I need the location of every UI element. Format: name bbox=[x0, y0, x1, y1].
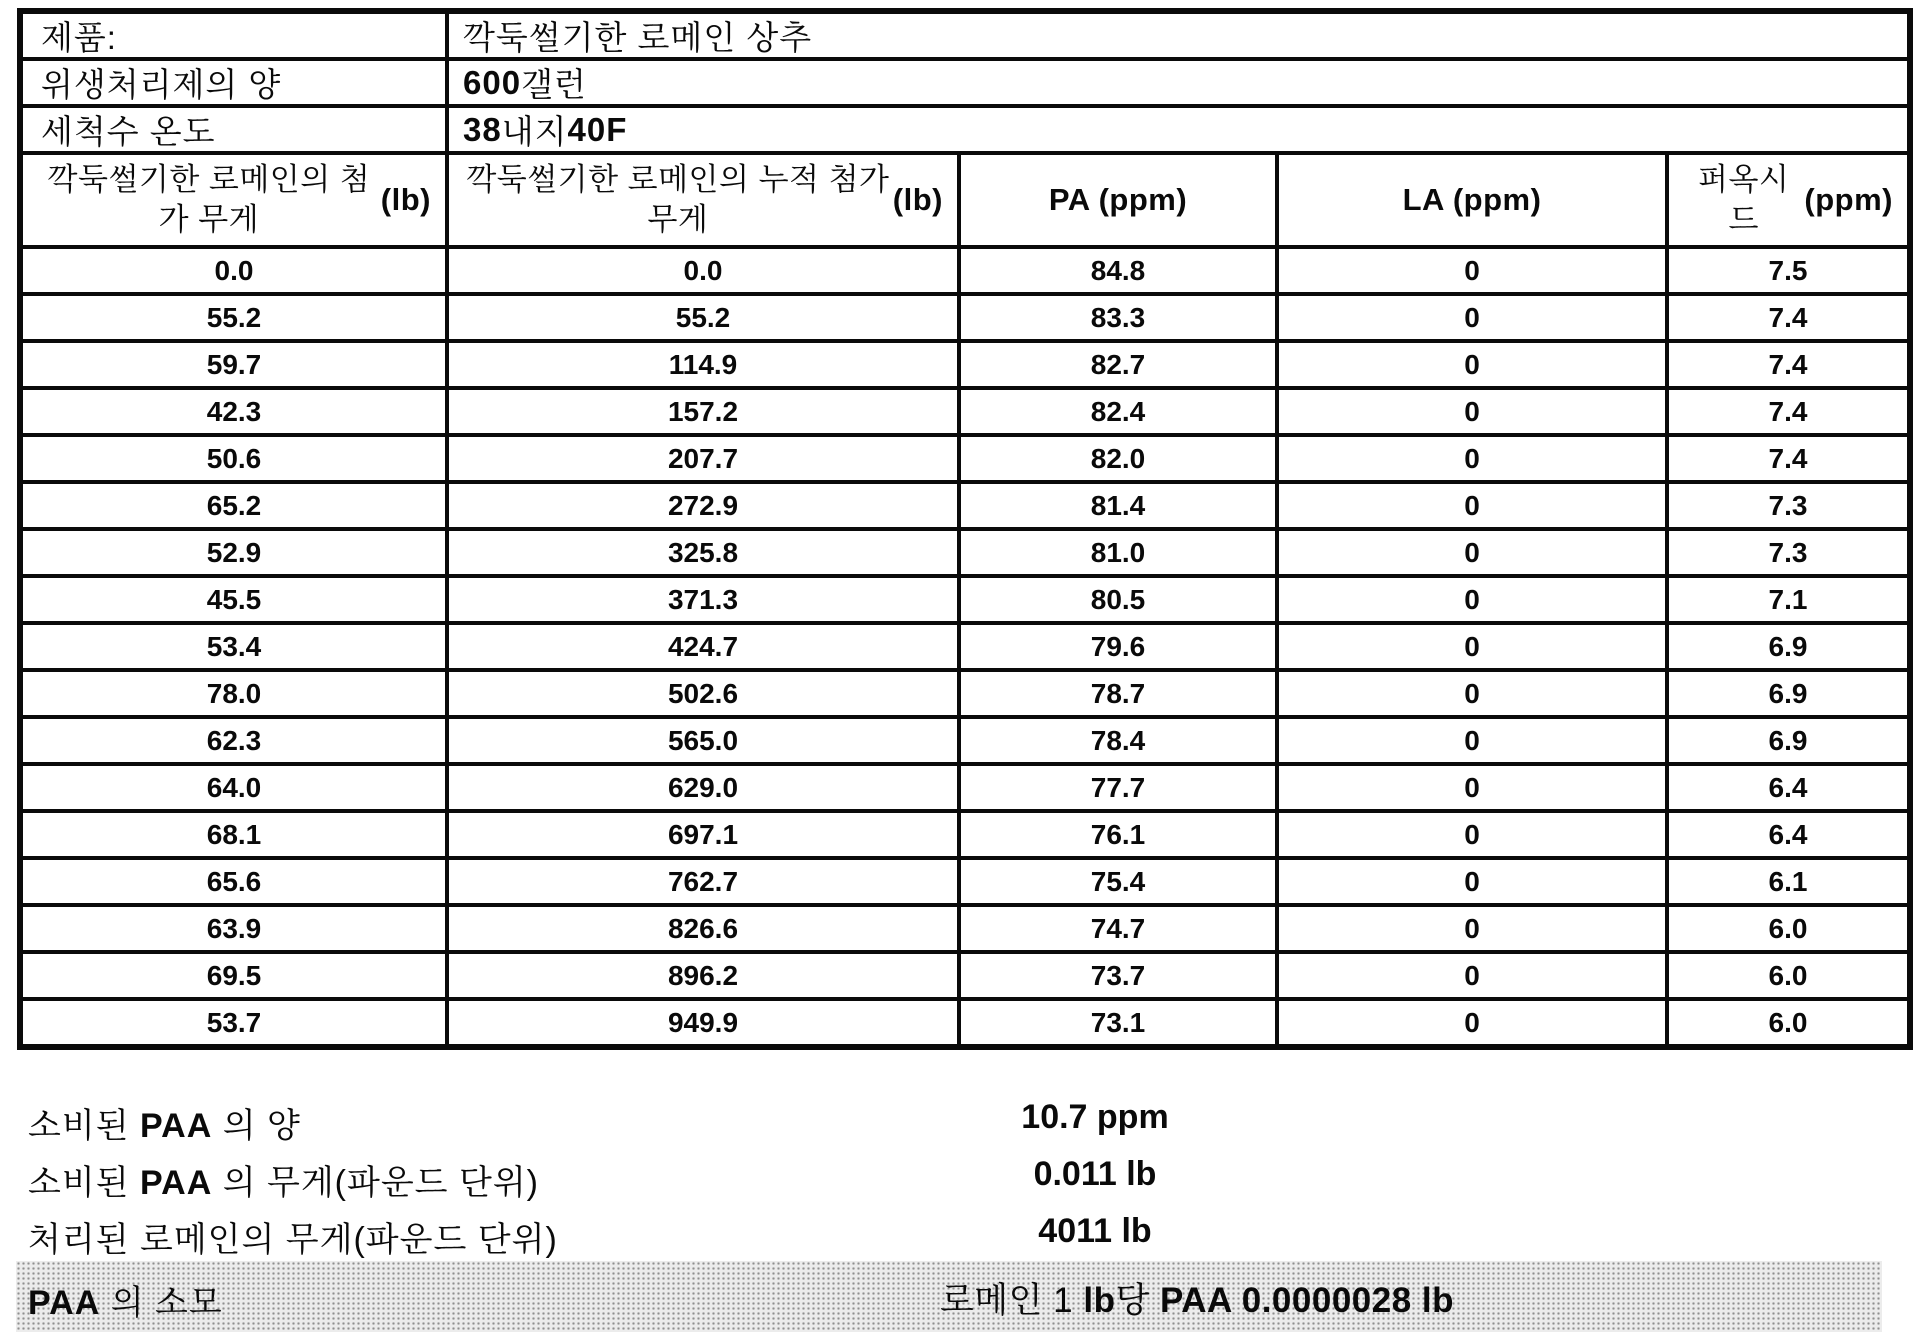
column-header-la-ppm bbox=[1279, 155, 1669, 245]
table-cell: 629.0 bbox=[449, 766, 961, 809]
table-cell: 83.3 bbox=[961, 296, 1279, 339]
table-cell: 949.9 bbox=[449, 1001, 961, 1044]
table-cell: 0 bbox=[1279, 907, 1669, 950]
table-cell: 76.1 bbox=[961, 813, 1279, 856]
table-row bbox=[23, 907, 1907, 954]
table-cell: 6.0 bbox=[1768, 1006, 1808, 1038]
table-cell: 63.9 bbox=[23, 907, 449, 950]
text-segment: 퍼옥시드 bbox=[1698, 161, 1790, 237]
summary-label bbox=[28, 1275, 223, 1324]
summary-label bbox=[28, 1212, 558, 1261]
text-segment: 소비된 bbox=[28, 1107, 140, 1145]
table-row bbox=[23, 1001, 1907, 1044]
table-cell: 7.4 bbox=[1768, 395, 1808, 427]
table-cell: 6.9 bbox=[1768, 630, 1808, 662]
table-cell: 272.9 bbox=[449, 484, 961, 527]
table-cell: 0 bbox=[1279, 484, 1669, 527]
table-row bbox=[23, 390, 1907, 437]
table-cell: 0 bbox=[1279, 390, 1669, 433]
table-cell: 0 bbox=[1279, 343, 1669, 386]
table-cell: 78.7 bbox=[961, 672, 1279, 715]
table-row bbox=[23, 296, 1907, 343]
table-cell: 0 bbox=[1279, 860, 1669, 903]
info-value bbox=[449, 61, 1907, 104]
table-cell: 0 bbox=[1279, 813, 1669, 856]
summary-value: 0.011 lb bbox=[1033, 1155, 1157, 1193]
table-cell: 0 bbox=[1279, 625, 1669, 668]
column-header-pa-ppm bbox=[961, 155, 1279, 245]
table-cell: 79.6 bbox=[961, 625, 1279, 668]
table-cell: 42.3 bbox=[23, 390, 449, 433]
table-cell: 55.2 bbox=[449, 296, 961, 339]
table-cell: 424.7 bbox=[449, 625, 961, 668]
text-segment: PA (ppm) bbox=[1048, 181, 1188, 217]
table-cell: 6.0 bbox=[1768, 959, 1808, 991]
text-segment: PAA bbox=[28, 1284, 101, 1322]
table-cell: 52.9 bbox=[23, 531, 449, 574]
text-segment: 의 무게(파운드 단위) bbox=[212, 1164, 539, 1202]
table-row bbox=[23, 343, 1907, 390]
table-row bbox=[23, 766, 1907, 813]
table-cell: 0 bbox=[1279, 437, 1669, 480]
table-row bbox=[23, 249, 1907, 296]
text-segment: 깍둑썰기한 로메인의 누적 첨가 무게 bbox=[466, 161, 890, 237]
table-cell: 7.3 bbox=[1768, 489, 1808, 521]
table-cell: 75.4 bbox=[961, 860, 1279, 903]
table-cell: 896.2 bbox=[449, 954, 961, 997]
table-header-row bbox=[23, 155, 1907, 249]
table-cell: 80.5 bbox=[961, 578, 1279, 621]
table-cell: 0 bbox=[1279, 954, 1669, 997]
table-cell: 826.6 bbox=[449, 907, 961, 950]
text-segment: PAA 0.0000028 lb bbox=[1160, 1281, 1455, 1320]
table-cell: 73.1 bbox=[961, 1001, 1279, 1044]
table-cell: 74.7 bbox=[961, 907, 1279, 950]
info-row-product bbox=[23, 14, 1907, 61]
summary-row-paa-consumption-highlight bbox=[16, 1261, 1882, 1332]
text-segment: 깍둑썰기한 로메인의 첨가 무게 bbox=[47, 161, 371, 237]
text-segment: 38 bbox=[463, 110, 502, 148]
sanitizing-data-table bbox=[17, 8, 1913, 1050]
table-cell: 0.0 bbox=[23, 249, 449, 292]
table-cell: 81.4 bbox=[961, 484, 1279, 527]
summary-row-paa-consumed-ppm bbox=[0, 1098, 1932, 1146]
table-cell: 0 bbox=[1279, 531, 1669, 574]
summary-row-romaine-treated-lb bbox=[0, 1212, 1932, 1260]
table-cell: 502.6 bbox=[449, 672, 961, 715]
table-cell: 0 bbox=[1279, 766, 1669, 809]
table-cell: 78.4 bbox=[961, 719, 1279, 762]
info-label: 제품: bbox=[23, 14, 449, 57]
table-cell: 325.8 bbox=[449, 531, 961, 574]
text-segment: 갤런 bbox=[521, 66, 587, 103]
summary-value: 10.7 ppm bbox=[1021, 1098, 1169, 1136]
column-header-cumulative-weight bbox=[449, 155, 961, 245]
table-cell: 65.2 bbox=[23, 484, 449, 527]
table-cell: 565.0 bbox=[449, 719, 961, 762]
text-segment: 당 bbox=[1115, 1281, 1161, 1320]
table-cell: 7.4 bbox=[1768, 348, 1808, 380]
text-segment: 처리된 로메인의 무게(파운드 단위) bbox=[28, 1221, 558, 1259]
table-cell: 69.5 bbox=[23, 954, 449, 997]
table-row bbox=[23, 813, 1907, 860]
table-row bbox=[23, 578, 1907, 625]
table-cell: 82.4 bbox=[961, 390, 1279, 433]
table-cell: 77.7 bbox=[961, 766, 1279, 809]
table-cell: 697.1 bbox=[449, 813, 961, 856]
text-segment: 깍둑썰기한 로메인 상추 bbox=[463, 19, 813, 56]
text-segment: LA (ppm) bbox=[1402, 181, 1542, 217]
summary-label bbox=[28, 1155, 539, 1204]
info-row-wash-water-temp bbox=[23, 108, 1907, 155]
table-row bbox=[23, 531, 1907, 578]
table-cell: 45.5 bbox=[23, 578, 449, 621]
info-value bbox=[449, 14, 1907, 57]
table-cell: 6.0 bbox=[1768, 912, 1808, 944]
text-segment: 의 소모 bbox=[100, 1284, 223, 1322]
table-cell: 7.5 bbox=[1768, 254, 1808, 286]
table-cell: 50.6 bbox=[23, 437, 449, 480]
column-header-peroxide-ppm bbox=[1669, 155, 1907, 245]
table-cell: 0.0 bbox=[449, 249, 961, 292]
summary-label bbox=[28, 1098, 301, 1147]
table-cell: 157.2 bbox=[449, 390, 961, 433]
table-cell: 0 bbox=[1279, 578, 1669, 621]
table-cell: 6.9 bbox=[1768, 724, 1808, 756]
table-cell: 6.1 bbox=[1768, 865, 1808, 897]
info-value bbox=[449, 108, 1907, 151]
table-cell: 0 bbox=[1279, 1001, 1669, 1044]
table-cell: 0 bbox=[1279, 719, 1669, 762]
table-cell: 53.7 bbox=[23, 1001, 449, 1044]
info-label: 위생처리제의 양 bbox=[23, 61, 449, 104]
table-cell: 0 bbox=[1279, 296, 1669, 339]
table-cell: 62.3 bbox=[23, 719, 449, 762]
table-cell: 7.3 bbox=[1768, 536, 1808, 568]
table-cell: 78.0 bbox=[23, 672, 449, 715]
table-row bbox=[23, 437, 1907, 484]
info-row-sanitizer-amount bbox=[23, 61, 1907, 108]
summary-value bbox=[940, 1273, 1455, 1323]
text-segment: 내지 bbox=[501, 113, 568, 150]
table-cell: 0 bbox=[1279, 672, 1669, 715]
table-cell: 59.7 bbox=[23, 343, 449, 386]
table-cell: 73.7 bbox=[961, 954, 1279, 997]
table-row bbox=[23, 672, 1907, 719]
summary-row-paa-consumed-lb bbox=[0, 1155, 1932, 1203]
text-segment: (lb) bbox=[380, 181, 431, 217]
table-cell: 762.7 bbox=[449, 860, 961, 903]
table-cell: 81.0 bbox=[961, 531, 1279, 574]
table-cell: 82.0 bbox=[961, 437, 1279, 480]
table-cell: 7.4 bbox=[1768, 301, 1808, 333]
text-segment: lb bbox=[1083, 1281, 1116, 1320]
info-label: 세척수 온도 bbox=[23, 108, 449, 151]
table-row bbox=[23, 625, 1907, 672]
summary-value: 4011 lb bbox=[1038, 1212, 1152, 1250]
text-segment: 소비된 bbox=[28, 1164, 140, 1202]
table-cell: 114.9 bbox=[449, 343, 961, 386]
table-cell: 6.4 bbox=[1768, 818, 1808, 850]
table-cell: 65.6 bbox=[23, 860, 449, 903]
data-table-body bbox=[23, 249, 1907, 1044]
table-cell: 55.2 bbox=[23, 296, 449, 339]
table-cell: 82.7 bbox=[961, 343, 1279, 386]
text-segment: 로메인 1 bbox=[940, 1281, 1084, 1320]
table-cell: 6.9 bbox=[1768, 677, 1808, 709]
text-segment: PAA bbox=[139, 1164, 213, 1202]
text-segment: 의 양 bbox=[212, 1107, 301, 1145]
table-cell: 64.0 bbox=[23, 766, 449, 809]
table-row bbox=[23, 484, 1907, 531]
table-cell: 207.7 bbox=[449, 437, 961, 480]
text-segment: PAA bbox=[139, 1107, 213, 1145]
table-row bbox=[23, 860, 1907, 907]
table-cell: 6.4 bbox=[1768, 771, 1808, 803]
table-cell: 371.3 bbox=[449, 578, 961, 621]
text-segment: (lb) bbox=[892, 181, 943, 217]
table-cell: 7.1 bbox=[1768, 583, 1808, 615]
table-cell: 68.1 bbox=[23, 813, 449, 856]
column-header-added-weight bbox=[23, 155, 449, 245]
text-segment: 40F bbox=[567, 110, 628, 148]
text-segment: 600 bbox=[463, 63, 522, 101]
table-cell: 84.8 bbox=[961, 249, 1279, 292]
table-cell: 7.4 bbox=[1768, 442, 1808, 474]
text-segment: (ppm) bbox=[1804, 181, 1893, 217]
table-cell: 0 bbox=[1279, 249, 1669, 292]
table-row bbox=[23, 719, 1907, 766]
table-row bbox=[23, 954, 1907, 1001]
table-cell: 53.4 bbox=[23, 625, 449, 668]
